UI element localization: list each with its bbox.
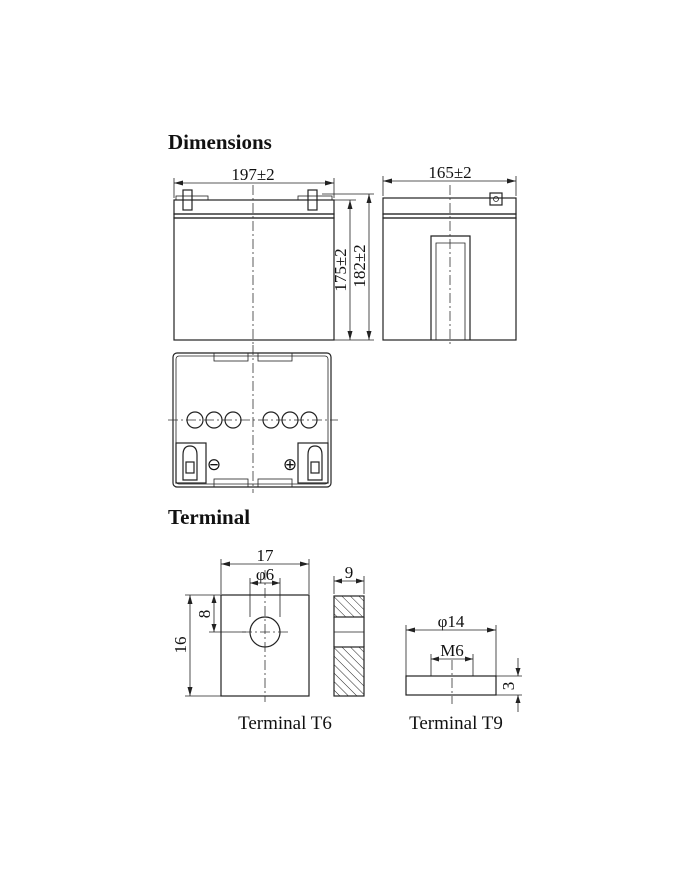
terminal-t6-caption: Terminal T6 xyxy=(238,713,332,734)
battery-front-view xyxy=(174,185,334,345)
t9-height-label: 3 xyxy=(499,681,518,691)
battery-side-view xyxy=(383,185,516,345)
dimensions-heading: Dimensions xyxy=(168,130,272,154)
t6-hole-center-label: 8 xyxy=(195,609,214,619)
t6-dimensions xyxy=(185,559,309,696)
battery-top-view xyxy=(168,345,338,493)
t9-outer-diameter-label: φ14 xyxy=(437,612,465,631)
terminal-t9-caption: Terminal T9 xyxy=(409,713,503,734)
terminal-t9-front xyxy=(406,660,496,704)
terminal-heading: Terminal xyxy=(168,505,251,529)
t6-thickness-label: 9 xyxy=(344,563,354,582)
terminal-t6-section xyxy=(334,576,364,696)
terminal-t6-front xyxy=(221,570,309,702)
t6-hole-diameter-label: φ6 xyxy=(255,565,275,584)
length-dimension-label: 197±2 xyxy=(231,165,275,184)
t6-width-label: 17 xyxy=(256,546,274,565)
width-dimension-label: 165±2 xyxy=(428,163,472,182)
t9-thread-label: M6 xyxy=(440,641,464,660)
t9-dimensions xyxy=(406,625,522,712)
total-height-label: 182±2 xyxy=(350,244,369,288)
positive-terminal-symbol: ⊕ xyxy=(282,455,298,474)
t6-height-label: 16 xyxy=(171,636,190,654)
container-height-label: 175±2 xyxy=(331,248,350,292)
negative-terminal-symbol: ⊖ xyxy=(206,455,222,474)
